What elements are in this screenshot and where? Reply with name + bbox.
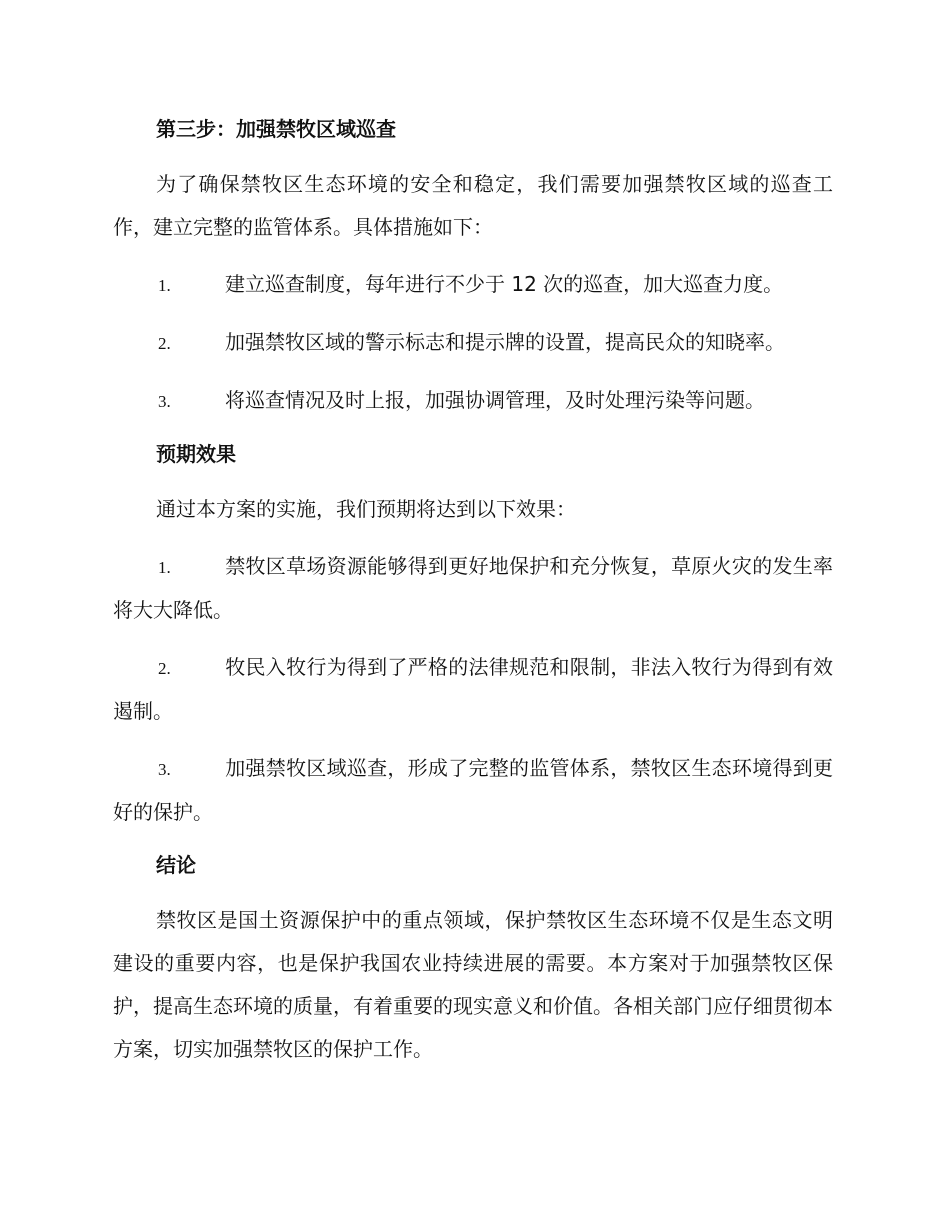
list-text: 加强禁牧区域的警示标志和提示牌的设置，提高民众的知晓率。 <box>225 330 785 354</box>
document-page <box>113 112 833 1085</box>
heading-step3: 第三步：加强禁牧区域巡查 <box>156 117 396 141</box>
list-item <box>113 747 833 834</box>
list-item <box>113 646 833 733</box>
list-text: 牧民入牧行为得到了严格的法律规范和限制，非法入牧行为得到有效遏制。 <box>113 655 833 723</box>
conclusion-body: 禁牧区是国土资源保护中的重点领域，保护禁牧区生态环境不仅是生态文明建设的重要内容，也是保护我国农业持续进展的需要。本方案对于加强禁牧区保护，提高生态环境的质量，有着重要的现实意义和价值。各相关部门应仔细贯彻本方案，切实加强禁牧区的保护工作。 <box>113 908 833 1061</box>
heading-effects: 预期效果 <box>156 442 236 466</box>
list-text: 建立巡查制度，每年进行不少于 12 次的巡查，加大巡查力度。 <box>225 272 784 296</box>
list-number: 3. <box>158 760 171 779</box>
list-number: 2. <box>158 334 171 353</box>
step3-intro: 为了确保禁牧区生态环境的安全和稳定，我们需要加强禁牧区域的巡查工作，建立完整的监管体系。具体措施如下： <box>113 172 833 239</box>
list-item <box>113 379 833 423</box>
list-item <box>113 263 833 307</box>
list-number: 1. <box>158 276 171 295</box>
list-text: 禁牧区草场资源能够得到更好地保护和充分恢复，草原火灾的发生率将大大降低。 <box>113 554 833 622</box>
list-number: 1. <box>158 558 171 577</box>
heading-conclusion: 结论 <box>156 853 196 877</box>
list-item <box>113 545 833 632</box>
list-text: 加强禁牧区域巡查，形成了完整的监管体系，禁牧区生态环境得到更好的保护。 <box>113 756 833 824</box>
list-number: 3. <box>158 392 171 411</box>
effects-intro: 通过本方案的实施，我们预期将达到以下效果： <box>156 497 576 521</box>
list-item <box>113 321 833 365</box>
list-text: 将巡查情况及时上报，加强协调管理，及时处理污染等问题。 <box>225 388 765 412</box>
list-number: 2. <box>158 659 171 678</box>
